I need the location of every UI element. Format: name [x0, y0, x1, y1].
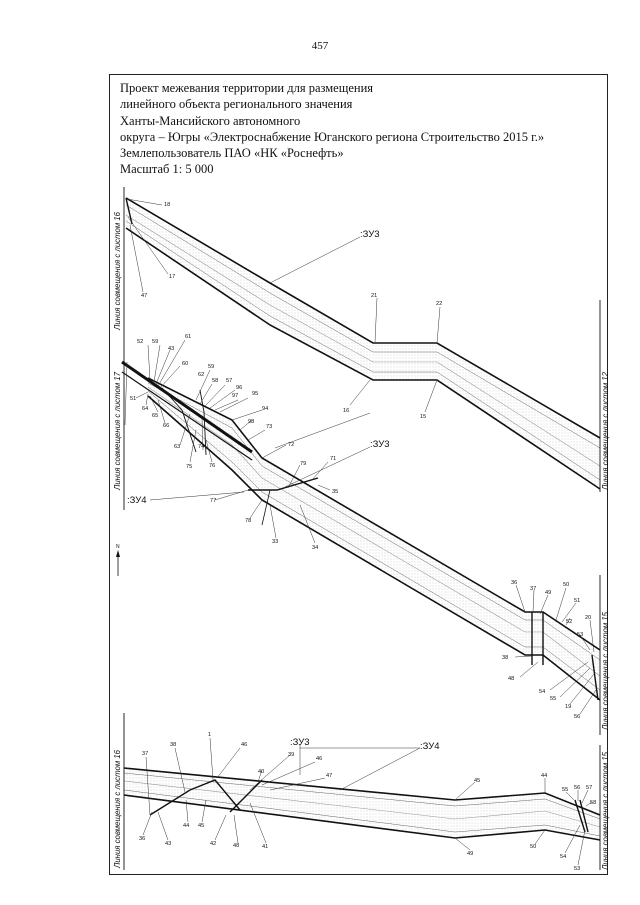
point-label: 47: [326, 773, 333, 779]
point-label: 78: [245, 518, 252, 524]
point-label: 19: [565, 704, 572, 710]
point-label: 54: [560, 854, 567, 860]
zone-zu4-label: :ЗУ4: [420, 741, 440, 752]
point-label: 50: [563, 582, 570, 588]
point-label: 20: [585, 615, 592, 621]
point-label: 38: [502, 655, 509, 661]
match-line-label: Линия совмещения с листом 12: [601, 371, 610, 490]
point-label: 47: [141, 293, 148, 299]
point-label: 98: [248, 419, 255, 425]
point-label: 36: [139, 836, 146, 842]
point-label: 63: [174, 444, 181, 450]
point-label: 59: [152, 339, 159, 345]
point-label: 57: [226, 378, 233, 384]
point-label: 43: [165, 841, 172, 847]
zone-zu4-label: :ЗУ4: [127, 495, 147, 506]
point-label: 50: [530, 844, 537, 850]
point-label: 72: [288, 442, 295, 448]
point-label: 22: [436, 301, 443, 307]
point-label: 73: [266, 424, 273, 430]
point-label: 46: [316, 756, 323, 762]
point-label: 45: [198, 823, 205, 829]
point-label: 49: [545, 590, 552, 596]
point-label: 46: [241, 742, 248, 748]
point-label: 97: [232, 393, 239, 399]
point-label: 44: [183, 823, 190, 829]
point-label: 49: [467, 851, 474, 857]
zone-zu3-label: :ЗУ3: [360, 229, 380, 240]
point-label: 75: [186, 464, 193, 470]
match-line-label: Линия совмещения с листом 16: [113, 749, 122, 868]
land-user-line: Землепользователь ПАО «НК «Роснефть»: [120, 146, 344, 161]
zone-zu3-label: :ЗУ3: [370, 439, 390, 450]
point-label: 51: [130, 396, 137, 402]
north-arrow-icon: [116, 544, 120, 576]
zone-zu3-label: :ЗУ3: [290, 737, 310, 748]
match-line-label: Линия совмещения с листом 15: [601, 751, 610, 870]
title-line-3: Ханты-Мансийского автономного: [120, 113, 301, 128]
point-label: 45: [474, 778, 481, 784]
point-label: 65: [152, 413, 159, 419]
point-label: 39: [288, 752, 295, 758]
point-label: 62: [198, 372, 205, 378]
point-label: 55: [562, 787, 569, 793]
point-label: 95: [252, 391, 259, 397]
point-label: 35: [332, 489, 339, 495]
point-label: 94: [262, 406, 269, 412]
point-label: 18: [164, 202, 171, 208]
point-label: 55: [550, 696, 557, 702]
match-line-label: Линия совмещения с листом 15: [601, 611, 610, 730]
point-label: 38: [170, 742, 177, 748]
point-label: 61: [185, 334, 192, 340]
point-label: 96: [236, 385, 243, 391]
match-line-label: Линия совмещения с листом 16: [113, 211, 122, 330]
point-label: 66: [163, 423, 170, 429]
title-line-1: Проект межевания территории для размещения: [120, 81, 374, 95]
point-label: 48: [508, 676, 515, 682]
point-label: 1: [208, 732, 212, 738]
point-label: 44: [541, 773, 548, 779]
title-line-2: линейного объекта регионального значения: [120, 97, 353, 112]
point-label: 56: [574, 785, 581, 791]
scale-line: Масштаб 1: 5 000: [120, 162, 214, 177]
point-label: 58: [212, 378, 219, 384]
match-line-label: Линия совмещения с листом 17: [113, 371, 122, 490]
point-label: 41: [262, 844, 269, 850]
point-label: 51: [574, 598, 581, 604]
point-label: 52: [137, 339, 144, 345]
power-line-2: [122, 372, 255, 460]
point-label: 37: [530, 586, 537, 592]
point-label: 33: [272, 539, 279, 545]
point-label: 21: [371, 293, 378, 299]
point-label: 36: [511, 580, 518, 586]
point-label: 56: [574, 714, 581, 720]
point-label: 52: [566, 619, 573, 625]
point-label: 64: [142, 406, 149, 412]
page-number: 457: [311, 40, 329, 52]
point-label: 43: [168, 346, 175, 352]
point-label: 58: [590, 800, 597, 806]
leader: [340, 748, 420, 790]
svg-text:N: N: [116, 544, 120, 550]
point-label: 53: [574, 866, 581, 872]
point-label: 54: [539, 689, 546, 695]
point-label: 59: [208, 364, 215, 370]
point-label: 57: [586, 785, 593, 791]
point-label: 40: [258, 769, 265, 775]
point-label: 34: [312, 545, 319, 551]
point-label: 17: [169, 274, 176, 280]
point-label: 71: [330, 456, 337, 462]
point-label: 74: [198, 444, 205, 450]
point-label: 16: [343, 408, 350, 414]
point-label: 37: [142, 751, 149, 757]
point-label: 53: [577, 632, 584, 638]
title-line-4: округа – Югры «Электроснабжение Юганского региона Строительство 2015 г.»: [120, 129, 545, 144]
point-label: 79: [300, 461, 307, 467]
point-label: 76: [209, 463, 216, 469]
point-label: 77: [210, 498, 217, 504]
point-label: 48: [233, 843, 240, 849]
point-label: 15: [420, 414, 427, 420]
point-label: 60: [182, 361, 189, 367]
point-label: 42: [210, 841, 217, 847]
